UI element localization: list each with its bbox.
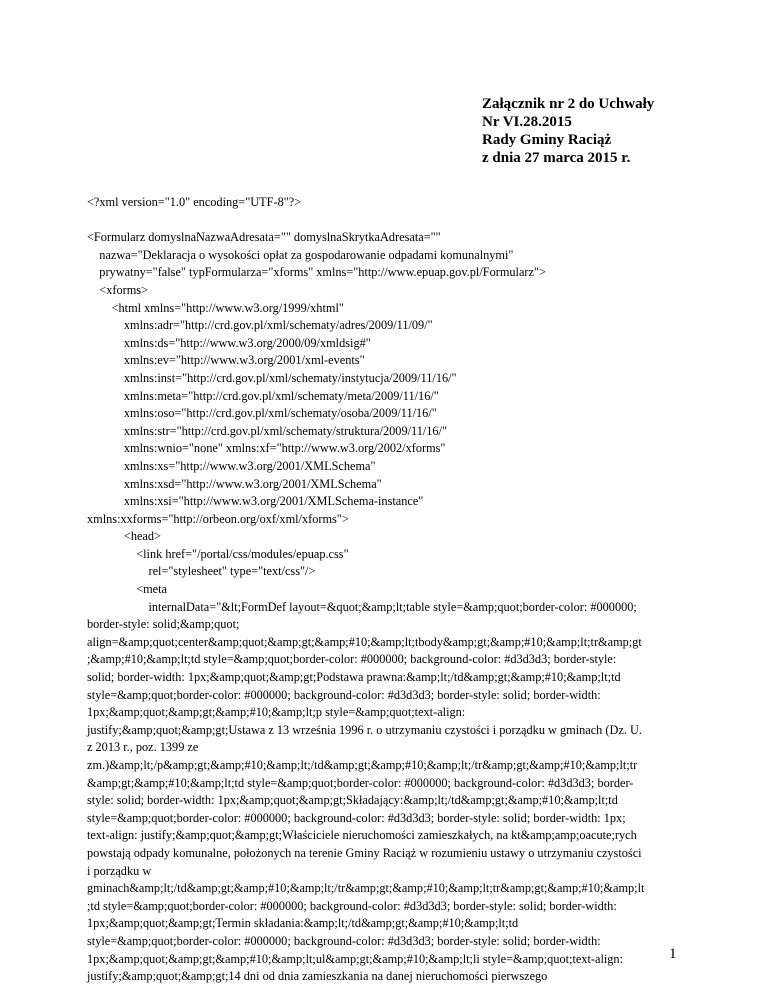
blank-line <box>87 212 683 230</box>
xml-line: prywatny="false" typFormularza="xforms" xmlns="http://www.epuap.gov.pl/Formularz"> <box>87 265 546 280</box>
xml-line: xmlns:adr="http://crd.gov.pl/xml/schematy/adres/2009/11/09/" <box>87 318 433 333</box>
xml-line: xmlns:xs="http://www.w3.org/2001/XMLSchema" <box>87 458 376 473</box>
xml-line: style: solid; border-width: 1px;&amp;quot;&amp;gt;Składający:&amp;lt;/td&amp;gt;&amp;#10;&amp;lt;td <box>87 793 618 808</box>
xml-line: style=&amp;quot;border-color: #000000; background-color: #d3d3d3; border-style: solid; border-width: 1px; <box>87 810 626 825</box>
attachment-header <box>482 95 654 167</box>
xml-line: justify;&amp;quot;&amp;gt;Ustawa z 13 września 1996 r. o utrzymaniu czystości i porządku w gminach (Dz. U. <box>87 722 642 737</box>
xml-line: <html xmlns="http://www.w3.org/1999/xhtml" <box>87 300 344 315</box>
xml-body <box>87 194 683 986</box>
page-number: 1 <box>669 946 677 962</box>
xml-lines <box>87 229 683 986</box>
xml-line: 1px;&amp;quot;&amp;gt;Termin składania:&amp;lt;/td&amp;gt;&amp;#10;&amp;lt;td <box>87 916 519 931</box>
xml-line: solid; border-width: 1px;&amp;quot;&amp;gt;Podstawa prawna:&amp;lt;/td&amp;gt;&amp;#10;&amp;lt;td <box>87 670 621 685</box>
header-line-council: Rady Gminy Raciąż <box>482 132 612 148</box>
xml-line: gminach&amp;lt;/td&amp;gt;&amp;#10;&amp;lt;/tr&amp;gt;&amp;#10;&amp;lt;tr&amp;gt;&amp;#10;&amp;lt <box>87 881 645 896</box>
xml-line: xmlns:ev="http://www.w3.org/2001/xml-events" <box>87 353 365 368</box>
xml-line: xmlns:meta="http://crd.gov.pl/xml/schematy/meta/2009/11/16/" <box>87 388 439 403</box>
xml-line: align=&amp;quot;center&amp;quot;&amp;gt;&amp;#10;&amp;lt;tbody&amp;gt;&amp;#10;&amp;lt;tr&amp;gt <box>87 634 642 649</box>
header-line-number: Nr VI.28.2015 <box>482 114 572 130</box>
xml-line: xmlns:oso="http://crd.gov.pl/xml/schematy/osoba/2009/11/16/" <box>87 406 437 421</box>
xml-line: text-align: justify;&amp;quot;&amp;gt;Właściciele nieruchomości zamieszkałych, na kt&amp;amp;oacute;rych <box>87 828 637 843</box>
xml-line: <xforms> <box>87 282 149 297</box>
xml-declaration: <?xml version="1.0" encoding="UTF-8"?> <box>87 195 302 209</box>
xml-line: 1px;&amp;quot;&amp;gt;&amp;#10;&amp;lt;ul&amp;gt;&amp;#10;&amp;lt;li style=&amp;quot;text-align: <box>87 951 623 966</box>
xml-line: <head> <box>87 529 161 544</box>
header-line-date: z dnia 27 marca 2015 r. <box>482 150 631 166</box>
xml-line: xmlns:wnio="none" xmlns:xf="http://www.w3.org/2002/xforms" <box>87 441 446 456</box>
xml-line: zm.)&amp;lt;/p&amp;gt;&amp;#10;&amp;lt;/td&amp;gt;&amp;#10;&amp;lt;/tr&amp;gt;&amp;#10;&amp;lt;tr <box>87 758 638 772</box>
xml-line: 1px;&amp;quot;&amp;gt;&amp;#10;&amp;lt;p style=&amp;quot;text-align: <box>87 705 466 720</box>
xml-line: <meta <box>87 582 168 597</box>
xml-line: <Formularz domyslnaNazwaAdresata="" domyslnaSkrytkaAdresata="" <box>87 230 441 245</box>
xml-line: nazwa="Deklaracja o wysokości opłat za gospodarowanie odpadami komunalnymi" <box>87 247 514 262</box>
xml-line: border-style: solid;&amp;quot; <box>87 617 240 632</box>
header-line-attachment: Załącznik nr 2 do Uchwały <box>482 96 655 112</box>
xml-line: &amp;gt;&amp;#10;&amp;lt;td style=&amp;quot;border-color: #000000; background-color: #d3d3d3; border- <box>87 775 634 790</box>
xml-line: i porządku w <box>87 863 152 878</box>
xml-line: xmlns:xxforms="http://orbeon.org/oxf/xml/xforms"> <box>87 511 349 526</box>
xml-line: style=&amp;quot;border-color: #000000; background-color: #d3d3d3; border-style: solid; border-width: <box>87 687 601 702</box>
xml-line: xmlns:xsi="http://www.w3.org/2001/XMLSchema-instance" <box>87 494 424 509</box>
xml-line: style=&amp;quot;border-color: #000000; background-color: #d3d3d3; border-style: solid; border-width: <box>87 933 601 948</box>
xml-line: powstają odpady komunalne, położonych na terenie Gminy Raciąż w rozumieniu ustawy o utrzymaniu czystości <box>87 845 642 860</box>
xml-line: xmlns:str="http://crd.gov.pl/xml/schematy/struktura/2009/11/16/" <box>87 423 448 438</box>
xml-line: internalData="&lt;FormDef layout=&quot;&amp;lt;table style=&amp;quot;border-color: #000000; <box>87 599 637 614</box>
xml-line: xmlns:xsd="http://www.w3.org/2001/XMLSchema" <box>87 476 382 491</box>
xml-line: ;td style=&amp;quot;border-color: #000000; background-color: #d3d3d3; border-style: solid; border-width: <box>87 898 617 913</box>
xml-line: xmlns:ds="http://www.w3.org/2000/09/xmldsig#" <box>87 335 371 350</box>
xml-line: justify;&amp;quot;&amp;gt;14 dni od dnia zamieszkania na danej nieruchomości pierwszego <box>87 969 548 984</box>
xml-line: z 2013 r., poz. 1399 ze <box>87 740 199 755</box>
xml-line: rel="stylesheet" type="text/css"/> <box>87 564 316 579</box>
xml-line: <link href="/portal/css/modules/epuap.css" <box>87 546 349 561</box>
xml-line: xmlns:inst="http://crd.gov.pl/xml/schematy/instytucja/2009/11/16/" <box>87 370 457 385</box>
xml-line: ;&amp;#10;&amp;lt;td style=&amp;quot;border-color: #000000; background-color: #d3d3d3; border-style: <box>87 652 617 667</box>
